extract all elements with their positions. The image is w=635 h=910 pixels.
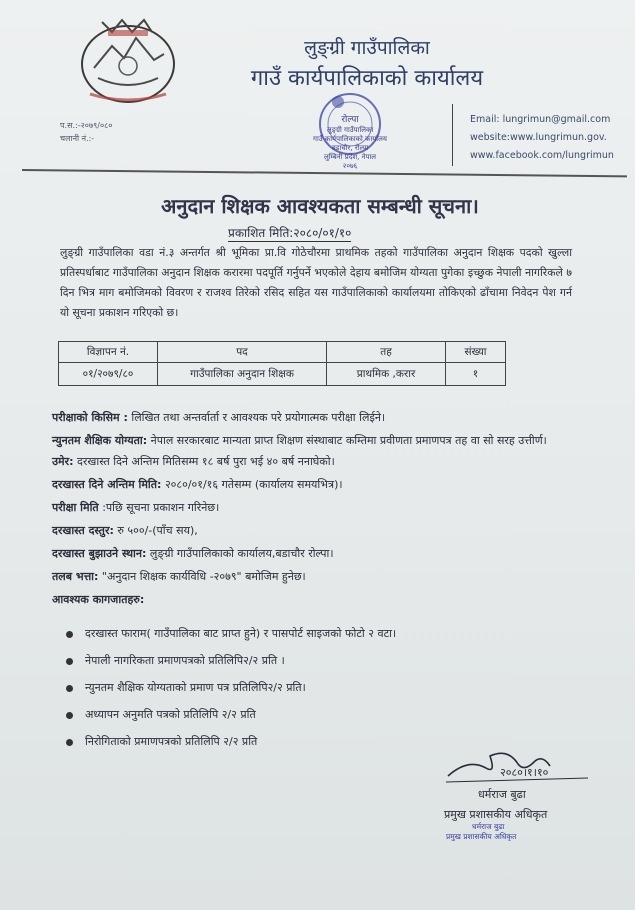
detail-label: परीक्षा मिति [52, 501, 99, 514]
signatory-title: प्रमुख प्रशासकीय अधिकृत [444, 808, 548, 821]
signatory-stamp-title: प्रमुख प्रशासकीय अधिकृत [446, 832, 517, 841]
detail-qualification [52, 433, 592, 449]
detail-exam-type [52, 410, 592, 433]
signatory-stamp [446, 822, 516, 842]
reference-number: प.स.:-२०७९/०८० [60, 121, 113, 130]
stamp-line-3: बडाचौर, रोल्पा [331, 144, 369, 152]
bullet-icon [66, 658, 73, 665]
document-text: नेपाली नागरिकता प्रमाणपत्रको प्रतिलिपि२/२ प्रति । [85, 654, 285, 667]
detail-value: रु ५००/-(पाँच सय), [113, 524, 198, 537]
bullet-icon [66, 631, 73, 638]
documents-heading: आवश्यक कागजातहरु: [52, 593, 145, 606]
bullet-icon [66, 685, 73, 692]
detail-value: लुङ्ग्री गाउँपालिकाको कार्यालय,बडाचौर रोल्पा। [146, 547, 334, 560]
signature-date: २०८०।१।१० [500, 766, 549, 779]
detail-label: परीक्षाको किसिम : [52, 411, 128, 424]
document-text: दरखास्त फाराम( गाउँपालिका बाट प्राप्त हुने) र पासपोर्ट साइजको फोटो २ वटा। [85, 627, 397, 640]
positions-table [58, 341, 506, 386]
stamp-line-4: लुम्बिनी प्रदेश, नेपाल [323, 153, 377, 161]
bullet-icon [66, 739, 73, 746]
list-item [66, 680, 486, 707]
office-name: लुङ्ग्री गाउँपालिका [304, 37, 430, 59]
stamp-overlay-text: रोल्पा [341, 115, 359, 125]
signatory-name: धर्मराज बुढा [478, 788, 526, 801]
contact-block [470, 111, 614, 165]
nepal-emblem-icon [72, 8, 184, 108]
contact-facebook: www.facebook.com/lungrimun [470, 150, 614, 161]
header-divider [452, 104, 453, 166]
list-item [66, 734, 486, 761]
contact-website: website:www.lungrimun.gov. [470, 132, 607, 143]
detail-label: न्युनतम शैक्षिक योग्यता: [52, 434, 148, 447]
table-cell-count: १ [446, 363, 506, 386]
published-date: प्रकाशित मिति:२०८०/०१/१० [228, 226, 352, 240]
table-header-level: तह [327, 342, 446, 363]
table-cell-ad-number: ०१/२०७९/८० [59, 363, 158, 386]
office-stamp-text [300, 115, 400, 171]
detail-fee [52, 523, 592, 546]
stamp-line-5: २०७६ [342, 162, 358, 170]
detail-value: नेपाल सरकारबाट मान्यता प्राप्त शिक्षण संस्थाबाट कम्तिमा प्रवीणता प्रमाणपत्र तह वा सो सरह उत्तीर्ण। [147, 434, 547, 447]
detail-label: तलब भत्ता: [52, 570, 99, 583]
detail-label: दरखास्त दिने अन्तिम मिति: [52, 478, 162, 491]
detail-submission-place [52, 546, 592, 569]
document-text: न्युनतम शैक्षिक योग्यताको प्रमाण पत्र प्रतिलिपि२/२ प्रति। [85, 681, 306, 694]
signatory-stamp-name: धर्मराज बुढा [472, 822, 505, 831]
table-row [59, 363, 506, 386]
detail-value: "अनुदान शिक्षक कार्यविधि -२०७९" बमोजिम हुनेछ। [98, 570, 306, 583]
detail-label: उमेर: [52, 455, 74, 468]
list-item [66, 653, 486, 680]
table-cell-post: गाउँपालिका अनुदान शिक्षक [158, 363, 327, 386]
notice-title: अनुदान शिक्षक आवश्यकता सम्बन्धी सूचना। [161, 194, 479, 218]
list-item [66, 707, 486, 734]
table-header-post: पद [158, 342, 327, 363]
documents-list [66, 626, 486, 761]
detail-value: लिखित तथा अन्तर्वार्ता र आवश्यक परे प्रयोगात्मक परीक्षा लिईने। [127, 411, 386, 424]
list-item [66, 626, 486, 653]
notice-body: लुङ्ग्री गाउँपालिका वडा नं.३ अन्तर्गत श्री भूमिका प्रा.वि गोठेचौरमा प्राथमिक तहको गाउँपालिका अनुदान शिक्षक पदको खुल्ला प्रतिस्पर्धाबाट गाउँपालिका अनुदान शिक्षक करारमा पदपूर्ति गर्नुपर्ने भएकोले देहाय बमोजिम योग्यता पुगेका इच्छुक नेपाली नागरिकले ७ दिन भित्र माग बमोजिमको विवरण र राजश्व तिरेको रसिद सहित यस गाउँपालिकाको कार्यालयमा तोकिएको ढाँचामा निवेदन पेश गर्न यो सूचना प्रकाशन गरिएको छ। [60, 246, 572, 319]
detail-deadline [52, 477, 592, 500]
detail-age [52, 454, 592, 477]
table-header-ad-number: विज्ञापन नं. [59, 342, 158, 363]
detail-label: दरखास्त दस्तुर: [52, 524, 114, 537]
table-header-count: संख्या [446, 342, 506, 363]
detail-salary [52, 569, 592, 592]
document-text: अध्यापन अनुमति पत्रको प्रतिलिपि २/२ प्रति [85, 708, 256, 721]
detail-value: २०८०/०१/१६ गतेसम्म (कार्यालय समयभित्र)। [161, 478, 343, 491]
detail-value: दरखास्त दिने अन्तिम मितिसम्म १८ बर्ष पुरा भई ४० बर्ष ननाघेको। [73, 455, 335, 468]
stamp-line-1: लुङ्ग्री गाउँपालिका [326, 126, 374, 134]
detail-value: :पछि सूचना प्रकाशन गरिनेछ। [98, 501, 220, 514]
detail-label: दरखास्त बुझाउने स्थान: [52, 547, 147, 560]
stamp-line-2: गाउँ कार्यपालिकाको कार्यालय [313, 135, 387, 143]
document-text: निरोगिताको प्रमाणपत्रको प्रतिलिपि २/२ प्रति [85, 735, 258, 748]
detail-exam-date [52, 500, 592, 523]
office-subtitle: गाउँ कार्यपालिकाको कार्यालय [250, 66, 484, 91]
contact-email: Email: lungrimun@gmail.com [470, 114, 611, 125]
bullet-icon [66, 712, 73, 719]
signature-icon [438, 738, 598, 793]
dispatch-number: चलानी नं.:- [60, 134, 95, 143]
details-section [52, 410, 592, 607]
table-header-row [59, 342, 506, 363]
table-cell-level: प्राथमिक ,करार [327, 363, 446, 386]
